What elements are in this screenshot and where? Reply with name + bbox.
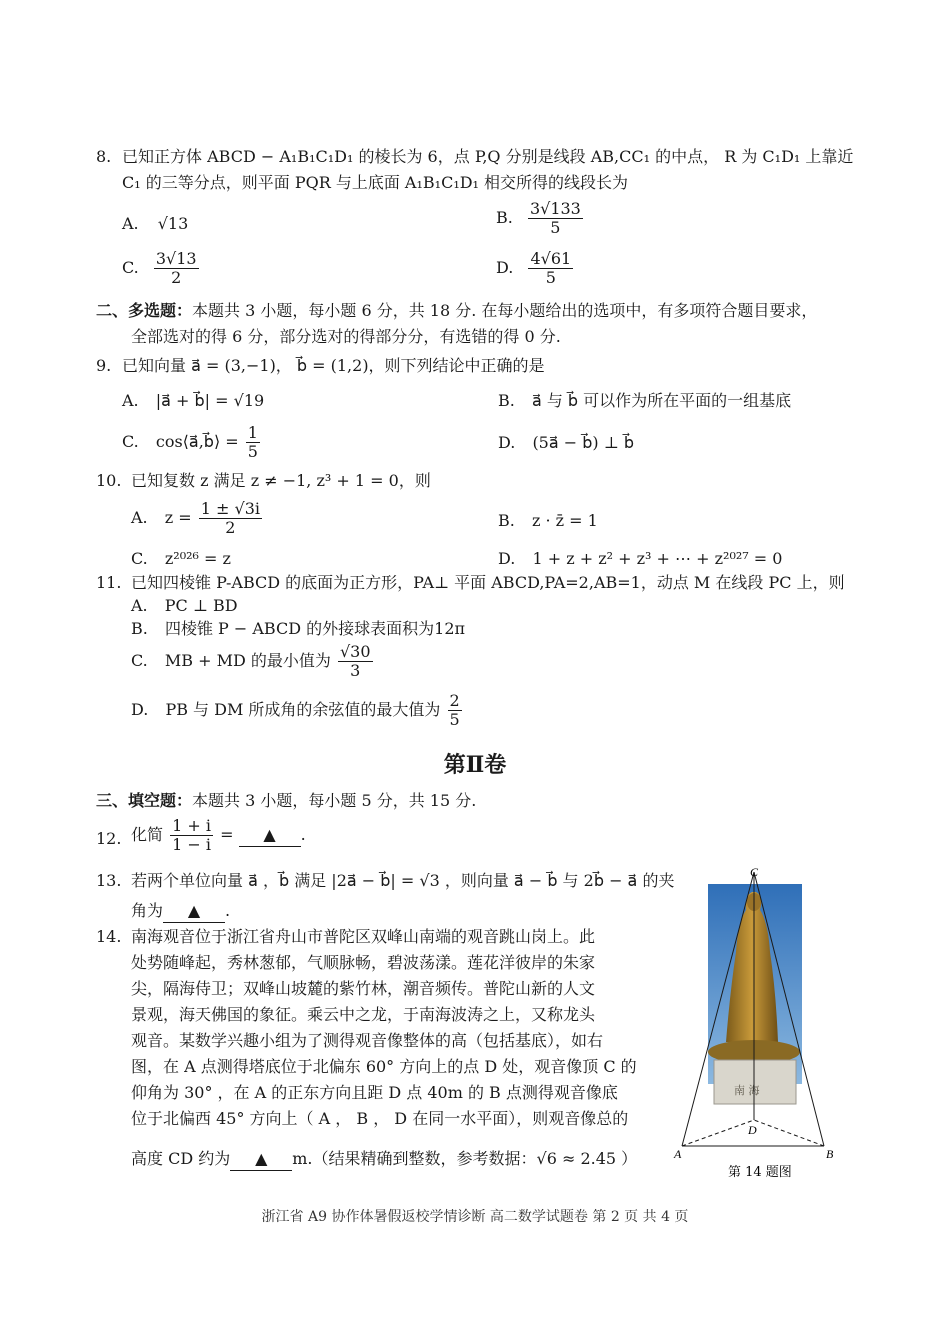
fraction	[170, 817, 213, 854]
option-label: D.	[496, 258, 514, 277]
denominator: 5	[550, 218, 561, 237]
point-C-label: C	[750, 865, 759, 879]
option-value: √13	[157, 214, 189, 233]
q11-stem: 已知四棱锥 P-ABCD 的底面为正方形，PA⊥ 平面 ABCD,PA=2,AB=1，动点 M 在线段 PC 上，则	[131, 573, 845, 592]
figure-caption: 第 14 题图	[728, 1165, 792, 1180]
fraction	[448, 692, 462, 729]
period: .	[225, 901, 231, 920]
numerator: 1 + i	[172, 816, 211, 835]
option-label: C.	[122, 258, 139, 277]
denominator: 2	[171, 268, 182, 287]
option-label: A.	[131, 596, 148, 615]
q13-stem-line2	[131, 900, 230, 923]
q14-figure	[672, 862, 842, 1182]
section-heading: 二、多选题：	[96, 301, 193, 320]
q13-pre: 角为	[131, 901, 164, 920]
option-value: (5a⃗ − b⃗) ⊥ b⃗	[532, 433, 635, 452]
numerator: √30	[339, 642, 371, 661]
option-label: D.	[498, 549, 516, 568]
point-B-label: B	[826, 1147, 834, 1161]
option-value: z =	[164, 508, 192, 527]
numerator: 4√61	[530, 249, 572, 268]
line-AD	[682, 1120, 754, 1146]
q14-line: 观音。某数学兴趣小组为了测得观音像整体的高（包括基底），如右	[131, 1031, 604, 1050]
q12-pre: 化简	[131, 825, 164, 844]
q9-option-b	[498, 390, 791, 412]
line-BD	[754, 1120, 824, 1146]
q10-option-d	[498, 548, 782, 570]
q8-stem-line1: 已知正方体 ABCD − A₁B₁C₁D₁ 的棱长为 6，点 P,Q 分别是线段 AB,CC₁ 的中点， R 为 C₁D₁ 上靠近	[122, 147, 854, 166]
q8-stem-line2: C₁ 的三等分点，则平面 PQR 与上底面 A₁B₁C₁D₁ 相交所得的线段长为	[122, 173, 629, 192]
option-value: cos⟨a⃗,b⃗⟩ =	[155, 432, 239, 451]
option-value: MB + MD 的最小值为	[164, 651, 331, 670]
fraction	[338, 643, 373, 680]
q13-stem-line1: 若两个单位向量 a⃗ ，b⃗ 满足 |2a⃗ − b⃗| = √3 ，则向量 a⃗ − b⃗ 与 2b⃗ − a⃗ 的夹	[131, 871, 675, 890]
option-label: D.	[498, 433, 516, 452]
option-value: z · z̄ = 1	[531, 511, 598, 530]
q14-line: 位于北偏西 45° 方向上（ A ， B ， D 在同一水平面），则观音像总的	[131, 1109, 629, 1128]
denominator: 3	[350, 661, 361, 680]
q13-number: 13.	[96, 871, 122, 890]
pedestal	[714, 1060, 796, 1104]
denominator: 5	[545, 268, 556, 287]
fraction	[528, 250, 573, 287]
answer-blank[interactable]: ▲	[230, 1148, 292, 1171]
option-value: PB 与 DM 所成角的余弦值的最大值为	[165, 700, 441, 719]
q9-stem: 已知向量 a⃗ = (3,−1)， b⃗ = (1,2)，则下列结论中正确的是	[122, 356, 545, 375]
section-heading: 三、填空题：	[96, 791, 193, 810]
point-D-label: D	[748, 1123, 757, 1137]
q14-last-post: m.（结果精确到整数，参考数据：√6 ≈ 2.45 ）	[292, 1149, 638, 1168]
option-label: C.	[122, 432, 139, 451]
option-label: B.	[496, 208, 513, 227]
q12-number: 12.	[96, 829, 122, 848]
option-value: PC ⊥ BD	[164, 596, 238, 615]
option-label: A.	[131, 508, 148, 527]
answer-blank[interactable]: ▲	[239, 824, 301, 847]
q14-number: 14.	[96, 927, 122, 946]
section2-header	[96, 300, 817, 322]
numerator: 3√133	[529, 199, 581, 218]
q14-line: 景观，海天佛国的象征。乘云中之龙，于南海波涛之上，又称龙头	[131, 1005, 596, 1024]
option-value: 四棱锥 P − ABCD 的外接球表面积为12π	[164, 619, 466, 638]
denominator: 5	[449, 710, 460, 729]
q8-option-b	[496, 200, 585, 237]
q11-option-b	[131, 618, 465, 640]
denominator: 5	[247, 442, 258, 461]
q10-stem: 已知复数 z 满足 z ≠ −1, z³ + 1 = 0，则	[131, 471, 431, 490]
period: .	[300, 825, 306, 844]
pedestal-inscription: 南 海	[734, 1084, 760, 1097]
q9-option-a	[122, 390, 264, 412]
point-A-label: A	[674, 1147, 682, 1161]
option-value: z²⁰²⁶ = z	[164, 549, 231, 568]
option-label: B.	[131, 619, 148, 638]
q11-option-c	[131, 643, 375, 680]
q9-number: 9.	[96, 356, 112, 375]
q14-line: 图，在 A 点测得塔底位于北偏东 60° 方向上的点 D 处，观音像顶 C 的	[131, 1057, 637, 1076]
option-label: C.	[131, 651, 148, 670]
q14-line: 处势随峰起，秀林葱郁，气顺脉畅，碧波荡漾。莲花洋彼岸的朱家	[131, 953, 596, 972]
q11-number: 11.	[96, 573, 122, 592]
option-label: B.	[498, 511, 515, 530]
fraction	[246, 424, 260, 461]
numerator: 2	[449, 691, 460, 710]
option-label: A.	[122, 214, 139, 233]
section-instructions: 本题共 3 小题，每小题 6 分，共 18 分. 在每小题给出的选项中，有多项符合题目要求，	[192, 301, 818, 320]
q14-line: 尖，隔海侍卫；双峰山坡麓的紫竹林，潮音频传。普陀山新的人文	[131, 979, 596, 998]
q14-last-pre: 高度 CD 约为	[131, 1149, 231, 1168]
section-instructions: 本题共 3 小题，每小题 5 分，共 15 分.	[192, 791, 477, 810]
section2-instructions-line2: 全部选对的得 6 分，部分选对的得部分分，有选错的得 0 分.	[131, 327, 561, 346]
q8-option-d	[496, 250, 575, 287]
q8-option-c	[122, 250, 201, 287]
fraction	[154, 250, 199, 287]
q14-line: 仰角为 30° ，在 A 的正东方向且距 D 点 40m 的 B 点测得观音像底	[131, 1083, 618, 1102]
numerator: 1 ± √3i	[200, 499, 260, 518]
option-value: 1 + z + z² + z³ + ⋯ + z²⁰²⁷ = 0	[532, 549, 783, 568]
q10-option-a	[131, 500, 264, 537]
option-value: |a⃗ + b⃗| = √19	[155, 391, 265, 410]
q8-option-a	[122, 213, 188, 235]
equals-sign: =	[220, 825, 234, 844]
statue-diagram	[672, 862, 842, 1182]
q11-option-a	[131, 595, 238, 617]
q9-option-d	[498, 432, 634, 454]
option-label: D.	[131, 700, 149, 719]
section3-header	[96, 790, 476, 812]
fraction	[528, 200, 583, 237]
option-label: C.	[131, 549, 148, 568]
q9-option-c	[122, 424, 262, 461]
option-label: A.	[122, 391, 139, 410]
page-footer: 浙江省 A9 协作体暑假返校学情诊断 高二数学试题卷 第 2 页 共 4 页	[261, 1209, 689, 1225]
option-label: B.	[498, 391, 515, 410]
fraction	[199, 500, 262, 537]
option-value: a⃗ 与 b⃗ 可以作为所在平面的一组基底	[531, 391, 792, 410]
q10-option-c	[131, 548, 231, 570]
part2-title: 第Ⅱ卷	[443, 752, 507, 778]
numerator: 3√13	[155, 249, 197, 268]
denominator: 2	[225, 518, 236, 537]
answer-blank[interactable]: ▲	[163, 900, 225, 923]
q10-option-b	[498, 510, 598, 532]
q14-line: 南海观音位于浙江省舟山市普陀区双峰山南端的观音跳山岗上。此	[131, 927, 596, 946]
denominator: 1 − i	[172, 835, 211, 854]
q12-stem	[131, 817, 306, 854]
q10-number: 10.	[96, 471, 122, 490]
q14-last-line	[131, 1148, 637, 1171]
q8-number: 8.	[96, 147, 112, 166]
numerator: 1	[247, 423, 258, 442]
q11-option-d	[131, 692, 464, 729]
